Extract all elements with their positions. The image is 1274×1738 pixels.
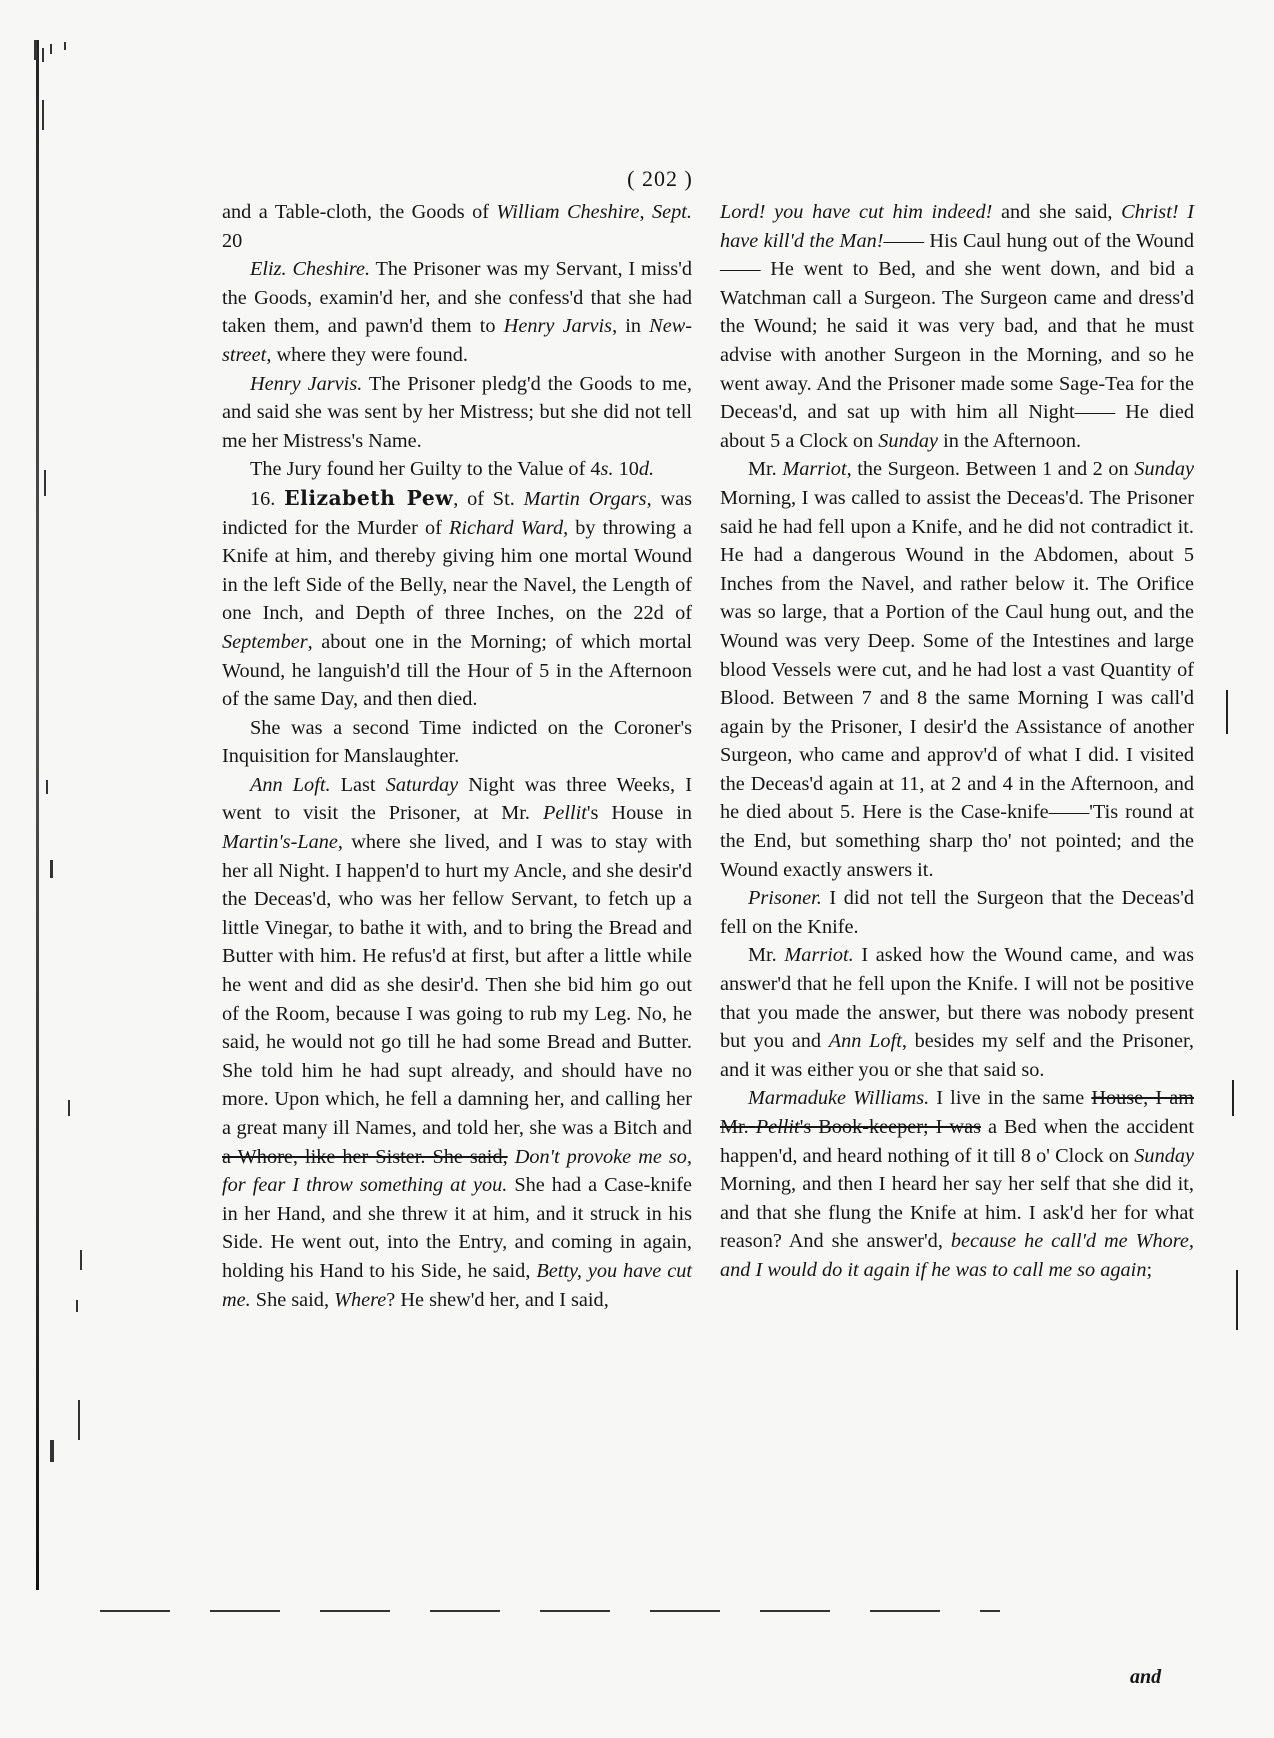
margin-specks bbox=[20, 40, 110, 1600]
speaker: Prisoner. bbox=[748, 887, 822, 910]
speaker: Eliz. Cheshire. bbox=[250, 258, 371, 281]
paragraph: and a Table-cloth, the Goods of William Cheshire, Sept. 20 bbox=[222, 201, 692, 252]
indictment: 16. Elizabeth Pew, of St. Martin Orgars, was indicted for the Murder of Richard Ward, by throwing a Knife at him, and thereby giving him one mortal Wound in the left Side of the Belly, near the Navel, the Length of one Inch, and Depth of three Inches, on the 22d of September, about one in the Morning; of which mortal Wound, he languish'd till the Hour of 5 in the Afternoon of the same Day, and then died. bbox=[222, 485, 693, 711]
testimony: Ann Loft. Last Saturday Night was three Weeks, I went to visit the Prisoner, at Mr. Pellit's House in Martin's-Lane, where she lived, and I was to stay with her all Night. I happen'd to hurt my Ancle, and she desir'd the Deceas'd, who was her fellow Servant, to fetch up a little Vinegar, to bathe it with, and to bring the Bread and Butter with him. He refus'd at first, but after a little while he went and did as she desir'd. Then she bid him go out of the Room, because I was going to rub my Leg. No, he said, he would not go till he had some Bread and Butter. She told him he had supt already, and should have no more. Upon which, he fell a damning her, and calling her a great many ill Names, and told her, she was a Bitch and a Whore, like her Sister. She said, Don't provoke me so, for fear I throw something at you. She had a Case-knife in her Hand, and she threw it at him, and it struck in his Side. He went out, into the Entry, and coming in again, holding his Hand to his Side, he said, Betty, you have cut me. She said, Where? He shew'd her, and I said, bbox=[222, 773, 692, 1311]
bottom-rule bbox=[100, 1610, 1000, 1612]
paragraph: Eliz. Cheshire. The Prisoner was my Servant, I miss'd the Goods, examin'd her, and she confess'd that she had taken them, and pawn'd them to Henry Jarvis, in New-street, where they were found. bbox=[222, 258, 692, 366]
left-column bbox=[222, 198, 692, 1314]
verdict: The Jury found her Guilty to the Value of 4s. 10d. bbox=[250, 458, 655, 481]
right-margin-mark bbox=[1226, 690, 1228, 734]
testimony: Mr. Marriot. I asked how the Wound came, and was answer'd that he fell upon the Knife. I will not be positive that you made the answer, but there was nobody present but you and Ann Loft, besides my self and the Prisoner, and it was either you or she that said so. bbox=[720, 944, 1195, 1081]
right-margin-mark bbox=[1236, 1270, 1238, 1330]
speaker: Marriot bbox=[782, 458, 847, 481]
paragraph: Henry Jarvis. The Prisoner pledg'd the Goods to me, and said she was sent by her Mistress; but she did not tell me her Mistress's Name. bbox=[222, 372, 692, 452]
right-margin-mark bbox=[1232, 1080, 1234, 1116]
testimony: Prisoner. I did not tell the Surgeon that the Deceas'd fell on the Knife. bbox=[720, 887, 1194, 938]
testimony: Marmaduke Williams. I live in the same House, I am Mr. Pellit's Book-keeper; I was a Bed when the accident happen'd, and heard nothing of it till 8 o' Clock on Sunday Morning, and then I heard her say her self that she did it, and that she flung the Knife at him. I ask'd her for what reason? And she answer'd, because he call'd me Whore, and I would do it again if he was to call me so again; bbox=[720, 1087, 1195, 1281]
defendant-name: Elizabeth Pew bbox=[284, 485, 454, 510]
testimony-continued: Lord! you have cut him indeed! and she said, Christ! I have kill'd the Man!—— His Caul hung out of the Wound—— He went to Bed, and she went down, and bid a Watchman call a Surgeon. The Surgeon came and dress'd the Wound; he said it was very bad, and that he must advise with another Surgeon in the Morning, and so he went away. And the Prisoner made some Sage-Tea for the Deceas'd, and sat up with him all Night—— He died about 5 a Clock on Sunday in the Afternoon. bbox=[720, 201, 1195, 452]
speaker: Marriot. bbox=[784, 944, 854, 967]
paragraph: She was a second Time indicted on the Coroner's Inquisition for Manslaughter. bbox=[222, 716, 692, 768]
speaker: Marmaduke Williams. bbox=[748, 1087, 930, 1110]
page-number: ( 202 ) bbox=[627, 166, 693, 191]
testimony: Mr. Marriot, the Surgeon. Between 1 and 2 on Sunday Morning, I was called to assist the Deceas'd. The Prisoner said he had fell upon a Knife, and he did not contradict it. He had a dangerous Wound in the Abdomen, about 5 Inches from the Navel, and rather below it. The Orifice was so large, that a Portion of the Caul hung out, and the Wound was very Deep. Some of the Intestines and large blood Vessels were cut, and he had lost a vast Quantity of Blood. Between 7 and 8 the same Morning I was call'd again by the Prisoner, I desir'd the Assistance of another Surgeon, who came and approv'd of what I did. I visited the Deceas'd again at 11, at 2 and 4 in the Afternoon, and he died about 5. Here is the Case-knife——'Tis round at the End, but something sharp tho' not pointed; and the Wound exactly answers it. bbox=[720, 458, 1195, 881]
right-column bbox=[720, 198, 1194, 1285]
catchword: and bbox=[1130, 1666, 1162, 1688]
speaker: Ann Loft. bbox=[250, 773, 331, 796]
speaker: Henry Jarvis. bbox=[250, 372, 363, 395]
